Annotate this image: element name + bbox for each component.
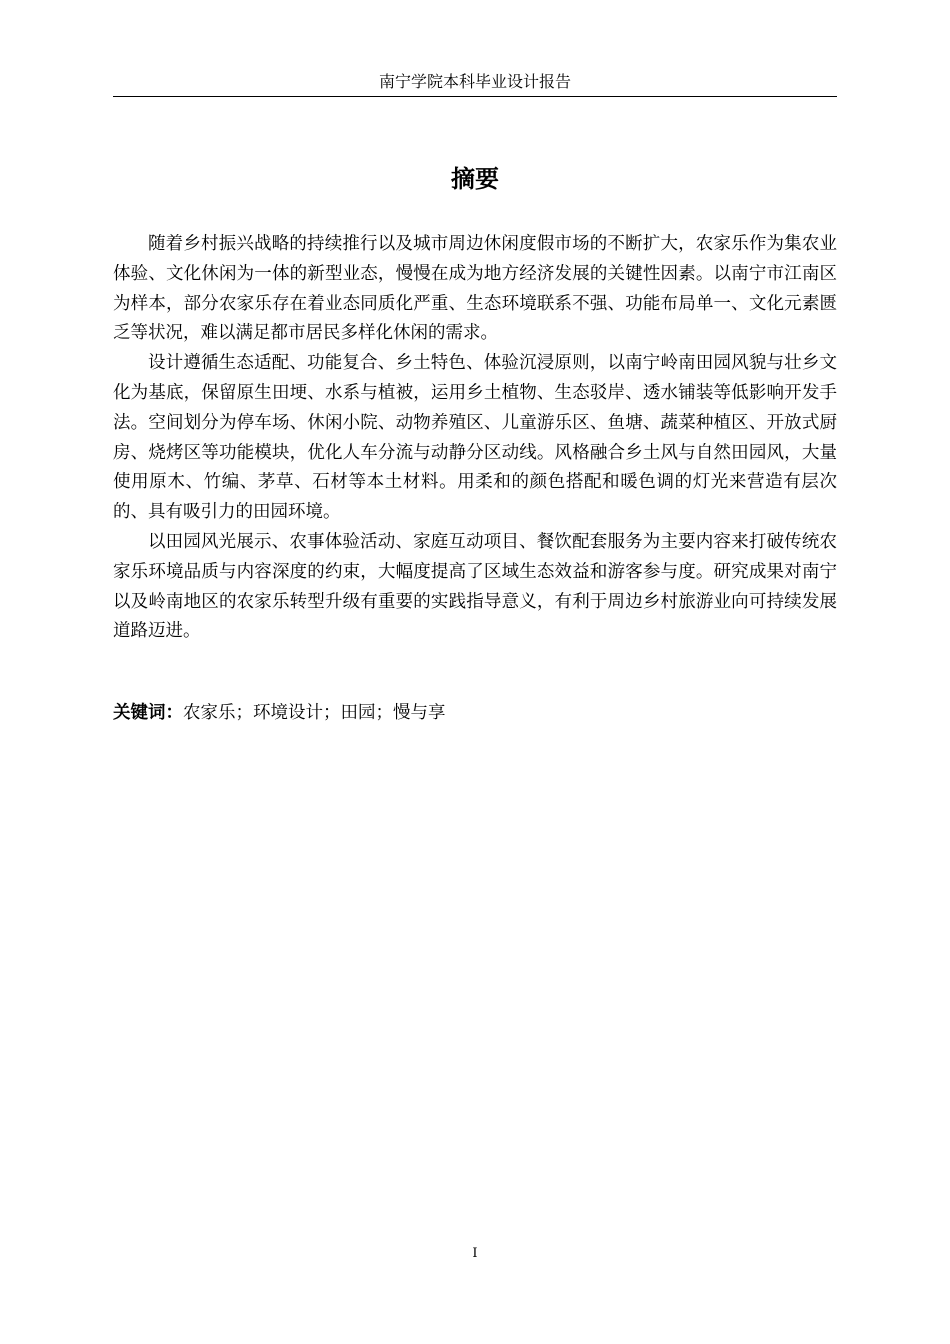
- abstract-paragraph-3: 以田园风光展示、农事体验活动、家庭互动项目、餐饮配套服务为主要内容来打破传统农家乐环境品质与内容深度的约束，大幅度提高了区域生态效益和游客参与度。研究成果对南宁以及岭南地区的农家乐转型升级有重要的实践指导意义，有利于周边乡村旅游业向可持续发展道路迈进。: [113, 531, 837, 642]
- keywords-list: 农家乐；环境设计；田园；慢与享: [183, 703, 446, 723]
- page-number: I: [472, 1246, 478, 1261]
- abstract-paragraph-2: 设计遵循生态适配、功能复合、乡土特色、体验沉浸原则，以南宁岭南田园风貌与壮乡文化为基底，保留原生田埂、水系与植被，运用乡土植物、生态驳岸、透水铺装等低影响开发手法。空间划分为停车场、休闲小院、动物养殖区、儿童游乐区、鱼塘、蔬菜种植区、开放式厨房、烧烤区等功能模块，优化人车分流与动静分区动线。风格融合乡土风与自然田园风，大量使用原木、竹编、茅草、石材等本土材料。用柔和的颜色搭配和暖色调的灯光来营造有层次的、具有吸引力的田园环境。: [113, 353, 837, 523]
- header-rule: [113, 96, 837, 97]
- running-header: 南宁学院本科毕业设计报告: [378, 72, 571, 91]
- abstract-title: 摘要: [451, 165, 499, 193]
- keywords-label: 关键词：: [113, 703, 183, 723]
- abstract-body: [113, 230, 837, 647]
- keywords-line: [113, 700, 837, 726]
- abstract-paragraph-1: 随着乡村振兴战略的持续推行以及城市周边休闲度假市场的不断扩大，农家乐作为集农业体验、文化休闲为一体的新型业态，慢慢在成为地方经济发展的关键性因素。以南宁市江南区为样本，部分农家乐存在着业态同质化严重、生态环境联系不强、功能布局单一、文化元素匮乏等状况，难以满足都市居民多样化休闲的需求。: [113, 234, 837, 344]
